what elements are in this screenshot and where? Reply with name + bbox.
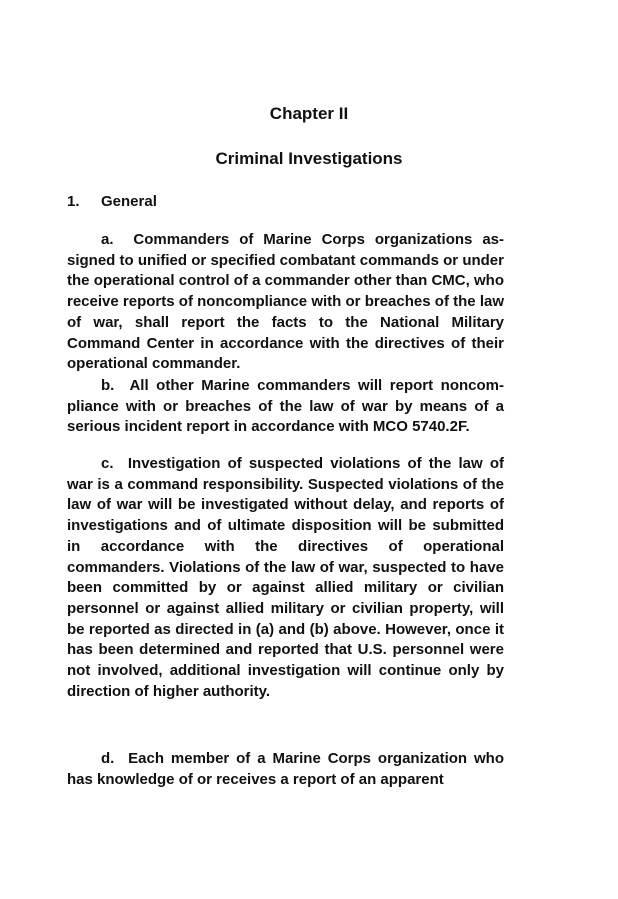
paragraph-label: c.: [101, 455, 114, 472]
paragraph-text: Commanders of Marine Corps organizations assigned to unified or specified combatant commands or under the operational control of a commander other than CMC, who receive reports of noncompliance with or breaches of the law of war, shall report the facts to the National Military Command Center in accordance with the directives of their operational commander.: [67, 231, 504, 373]
paragraph-c: [67, 454, 504, 702]
paragraph-b: [67, 376, 504, 438]
chapter-title: Chapter II: [269, 104, 349, 123]
section-heading: [67, 192, 157, 212]
paragraph-label: d.: [101, 750, 115, 767]
paragraph-d: [67, 749, 504, 790]
section-title: General: [101, 193, 157, 210]
paragraph-text: All other Marine commanders will report noncompliance with or breaches of the law of war by means of a serious incident report in accordance with MCO 5740.2F.: [67, 377, 504, 436]
paragraph-label: a.: [101, 231, 114, 248]
paragraph-a: [67, 230, 504, 375]
section-number: 1.: [67, 193, 80, 210]
paragraph-text: Each member of a Marine Corps organization who has knowledge of or receives a report of an apparent: [67, 750, 504, 788]
paragraph-label: b.: [101, 377, 115, 394]
chapter-subtitle: Criminal Investigations: [215, 149, 403, 168]
paragraph-text: Investigation of suspected violations of the law of war is a command responsibility. Suspected violations of the law of war will be investigated without delay, and reports of investigations and of ultimate disposition will be submitted in accordance with the directives of operational commanders. Violations of the law of war, suspected to have been committed by or against allied military or civilian personnel or against allied military or civilian property, will be reported as directed in (a) and (b) above. However, once it has been determined and reported that U.S. personnel were not involved, additional investigation will continue only by direction of higher authority.: [67, 455, 504, 700]
